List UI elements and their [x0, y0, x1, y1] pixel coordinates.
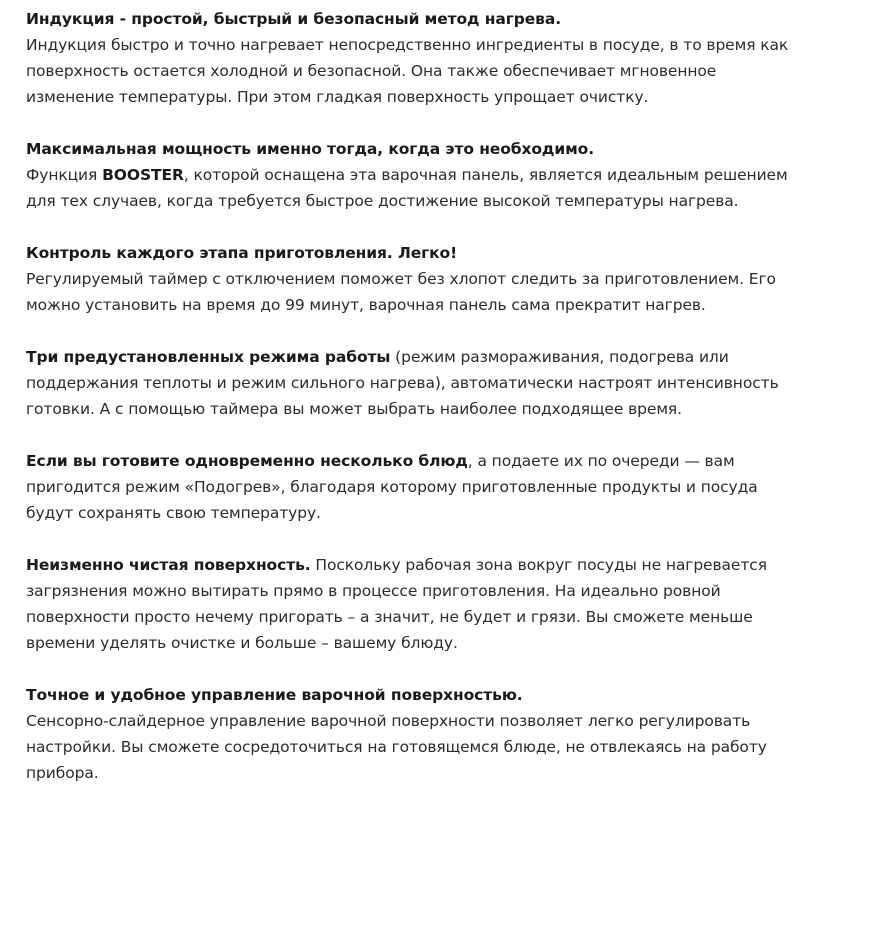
body-text: изменение температуры. При этом гладкая поверхность упрощает очистку. — [26, 88, 649, 106]
body-line — [26, 396, 896, 422]
body-line — [26, 188, 896, 214]
body-text: готовки. А с помощью таймера вы может выбрать наиболее подходящее время. — [26, 400, 682, 418]
body-text: для тех случаев, когда требуется быстрое достижение высокой температуры нагрева. — [26, 192, 739, 210]
body-text: поверхности просто нечему пригорать – а значит, не будет и грязи. Вы сможете меньше — [26, 608, 753, 626]
section-heading — [26, 682, 896, 708]
body-line — [26, 500, 896, 526]
body-line — [26, 760, 896, 786]
body-text: настройки. Вы сможете сосредоточиться на готовящемся блюде, не отвлекаясь на работу — [26, 738, 767, 756]
body-line — [26, 266, 896, 292]
body-text: можно установить на время до 99 минут, варочная панель сама прекратит нагрев. — [26, 296, 706, 314]
heading-text: Точное и удобное управление варочной поверхностью. — [26, 686, 523, 704]
section-max-power — [26, 136, 896, 214]
section-heading — [26, 6, 896, 32]
lead-phrase: Если вы готовите одновременно несколько блюд — [26, 452, 468, 470]
body-line — [26, 370, 896, 396]
body-text: Сенсорно-слайдерное управление варочной поверхности позволяет легко регулировать — [26, 712, 751, 730]
section-timer-control — [26, 240, 896, 318]
section-induction — [26, 6, 896, 110]
section-heading — [26, 136, 896, 162]
section-touch-control — [26, 682, 896, 786]
body-text: , а подаете их по очереди — вам — [467, 452, 735, 470]
body-text: , которой оснащена эта варочная панель, является идеальным решением — [183, 166, 788, 184]
body-line — [26, 58, 896, 84]
heading-text: Индукция - простой, быстрый и безопасный метод нагрева. — [26, 10, 561, 28]
body-text: времени уделять очистке и больше – вашему блюду. — [26, 634, 458, 652]
body-text: поддержания теплоты и режим сильного нагрева), автоматически настроят интенсивность — [26, 374, 779, 392]
body-line — [26, 344, 896, 370]
body-text: Регулируемый таймер с отключением поможет без хлопот следить за приготовлением. Его — [26, 270, 776, 288]
heading-text: Контроль каждого этапа приготовления. Легко! — [26, 244, 458, 262]
body-text-prefix: Функция — [26, 166, 103, 184]
body-line — [26, 474, 896, 500]
body-text: (режим размораживания, подогрева или — [390, 348, 729, 366]
body-line — [26, 578, 896, 604]
body-line — [26, 734, 896, 760]
body-text: прибора. — [26, 764, 99, 782]
body-text: будут сохранять свою температуру. — [26, 504, 321, 522]
section-keep-warm — [26, 448, 896, 526]
body-line — [26, 32, 896, 58]
body-text: поверхность остается холодной и безопасной. Она также обеспечивает мгновенное — [26, 62, 717, 80]
body-text: пригодится режим «Подогрев», благодаря которому приготовленные продукты и посуда — [26, 478, 758, 496]
lead-phrase: Неизменно чистая поверхность. — [26, 556, 311, 574]
body-line — [26, 162, 896, 188]
body-line — [26, 604, 896, 630]
body-text: Поскольку рабочая зона вокруг посуды не нагревается — [310, 556, 767, 574]
body-line — [26, 84, 896, 110]
body-line — [26, 292, 896, 318]
body-line — [26, 630, 896, 656]
heading-text: Максимальная мощность именно тогда, когда это необходимо. — [26, 140, 595, 158]
lead-phrase: Три предустановленных режима работы — [26, 348, 391, 366]
body-line — [26, 552, 896, 578]
section-heading — [26, 240, 896, 266]
section-preset-modes — [26, 344, 896, 422]
body-line — [26, 448, 896, 474]
body-text: Индукция быстро и точно нагревает непосредственно ингредиенты в посуде, в то время как — [26, 36, 789, 54]
booster-term: BOOSTER — [102, 166, 184, 184]
body-text: загрязнения можно вытирать прямо в процессе приготовления. На идеально ровной — [26, 582, 721, 600]
section-clean-surface — [26, 552, 896, 656]
body-line — [26, 708, 896, 734]
